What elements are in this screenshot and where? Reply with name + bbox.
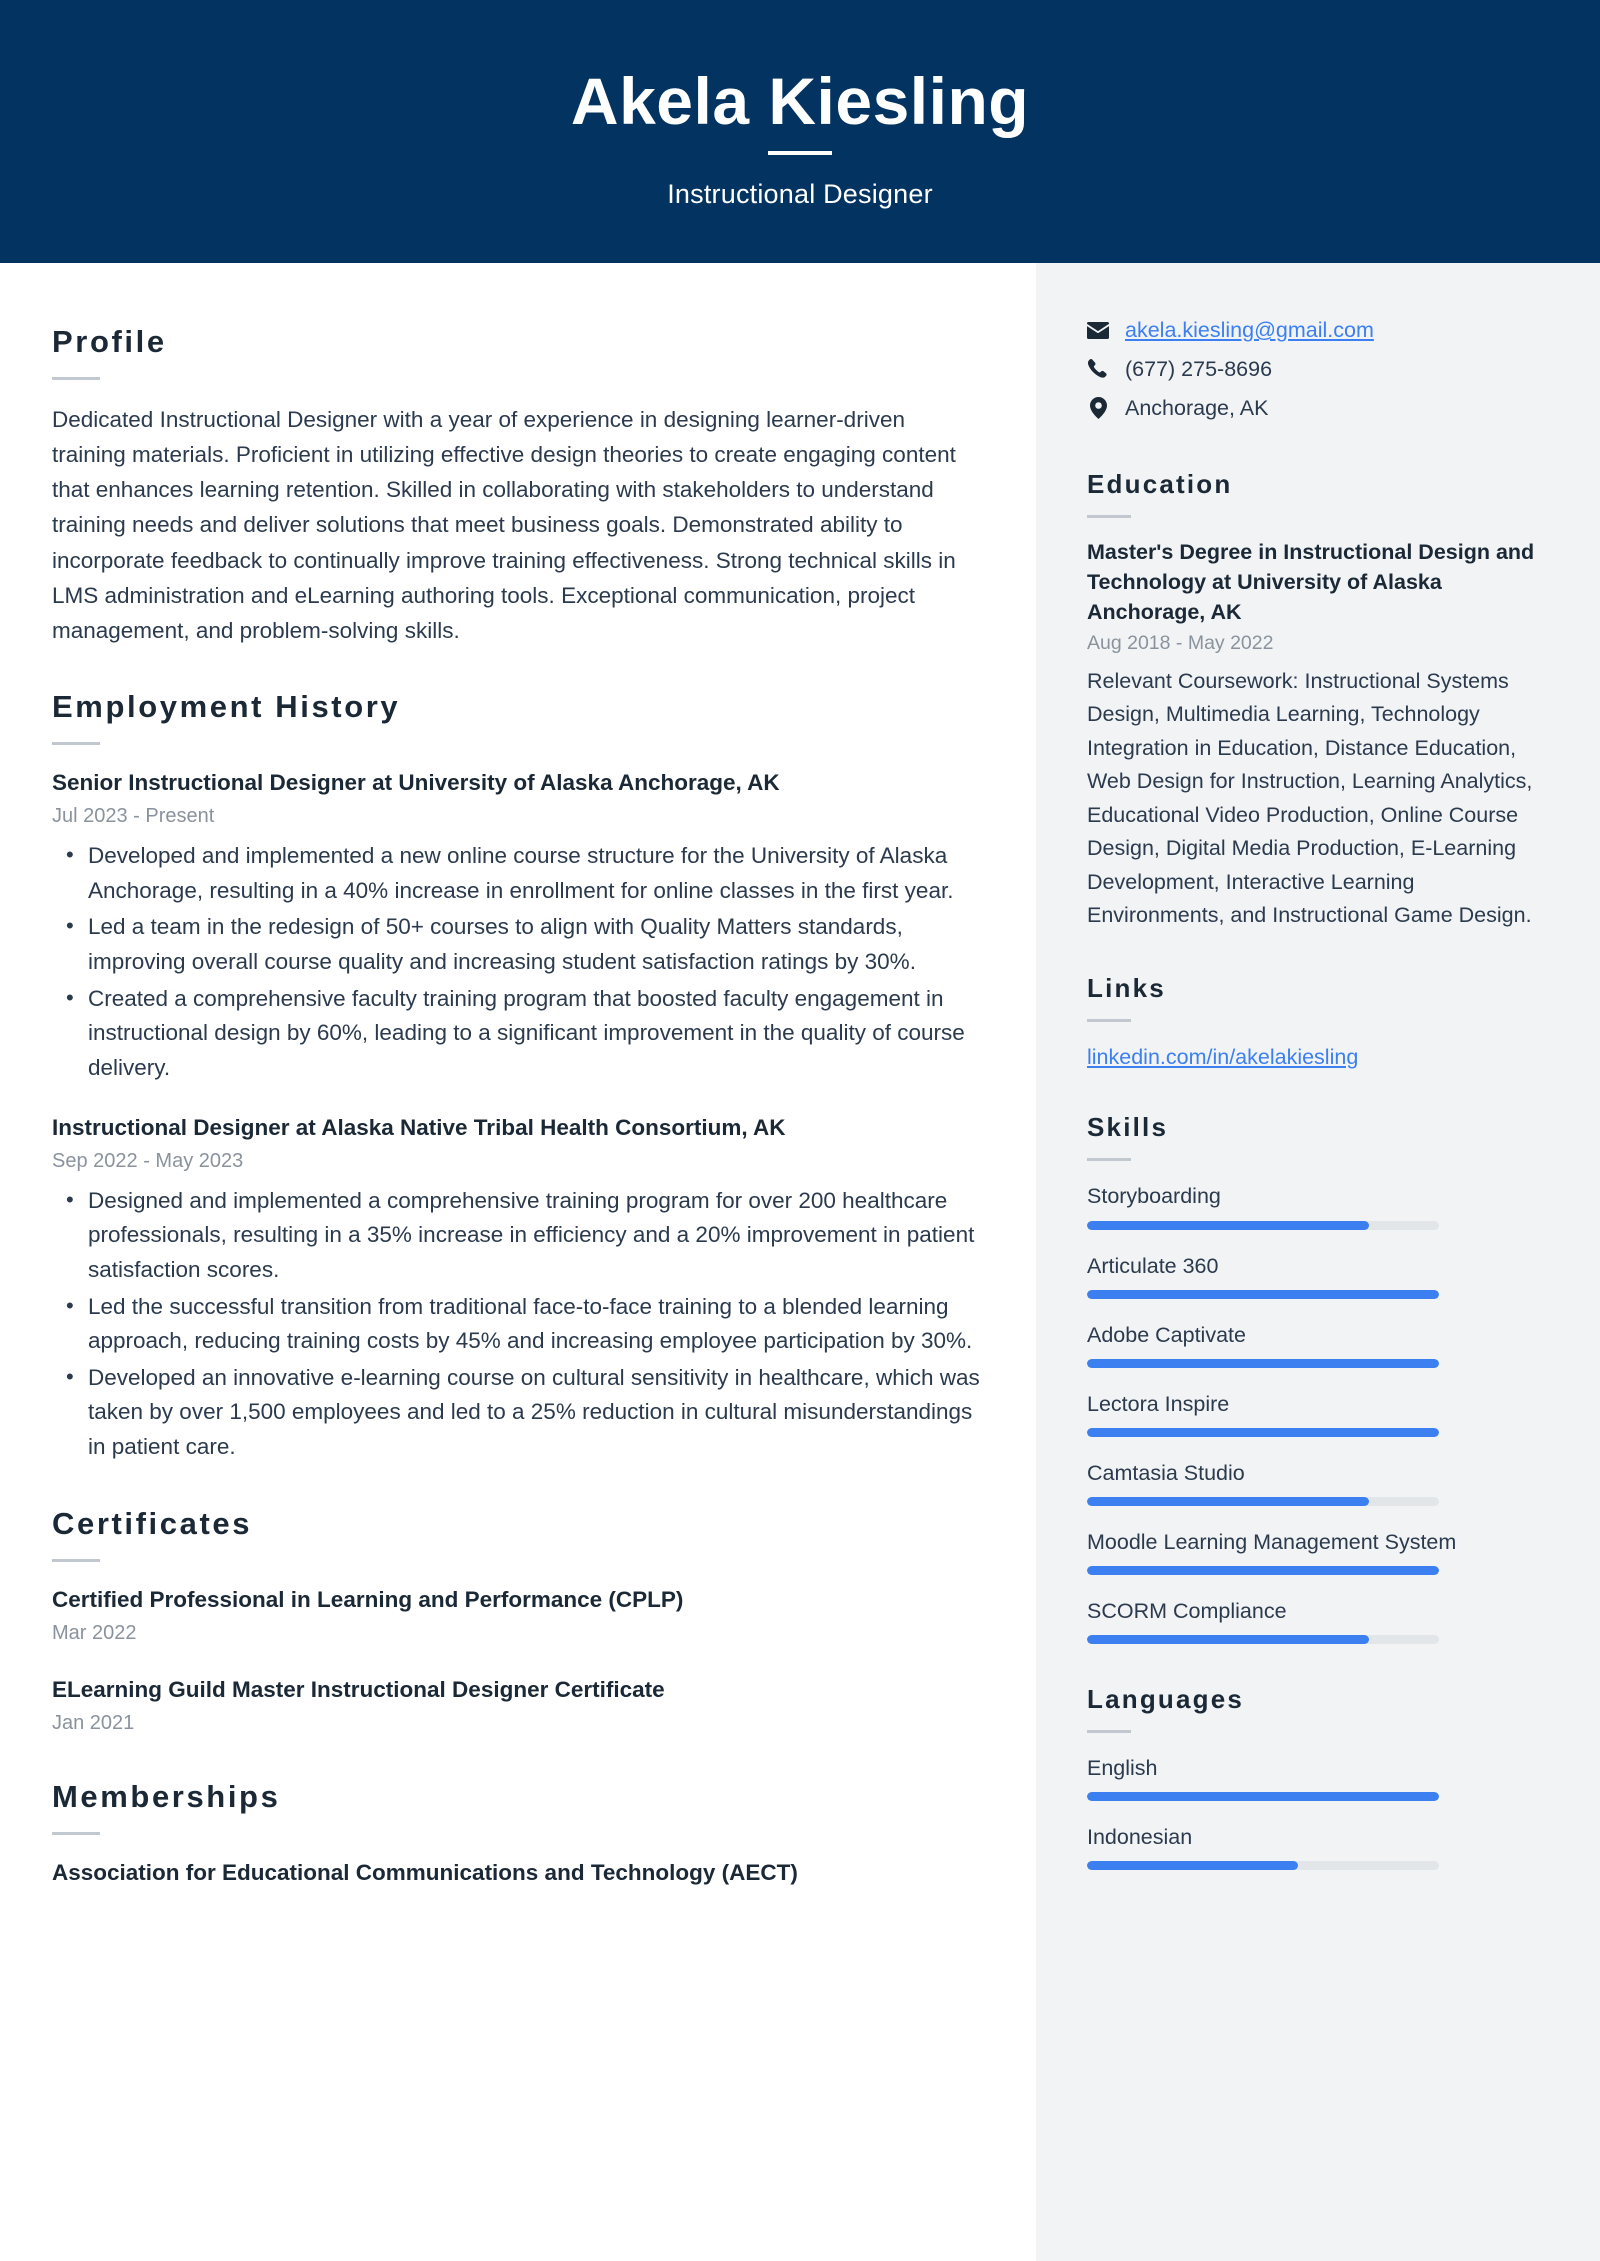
list-item: • Led the successful transition from traditional face-to-face training to a blended learning approach, reducing training costs by 45% and increasing employee participation by 30%. <box>52 1290 982 1359</box>
language-bar-track <box>1087 1861 1439 1870</box>
heading-rule <box>52 1559 100 1562</box>
skill-item <box>1087 1596 1540 1644</box>
language-bar-track <box>1087 1792 1439 1801</box>
employment-entry-title: Instructional Designer at Alaska Native Tribal Health Consortium, AK <box>52 1114 786 1140</box>
skill-label: SCORM Compliance <box>1087 1598 1287 1623</box>
section-profile <box>52 323 982 648</box>
list-item: • Developed an innovative e-learning course on cultural sensitivity in healthcare, which was taken by over 1,500 employees and led to a 25% reduction in cultural misunderstandings in patient care. <box>52 1361 982 1465</box>
envelope-icon <box>1087 322 1109 339</box>
employment-entry-date: Jul 2023 - Present <box>52 805 215 828</box>
skill-item <box>1087 1458 1540 1506</box>
resume-header <box>0 0 1600 263</box>
location-pin-icon <box>1087 397 1109 419</box>
phone-icon <box>1087 359 1109 379</box>
list-item: • Developed and implemented a new online course structure for the University of Alaska Anchorage, resulting in a 40% increase in enrollment for online classes in the first year. <box>52 839 982 908</box>
skill-bar-track <box>1087 1497 1439 1506</box>
skill-bar-track <box>1087 1635 1439 1644</box>
profile-text: Dedicated Instructional Designer with a year of experience in designing learner-driven training materials. Proficient in utilizing effective design theories to create engaging content that enhances learning retention. Skilled in collaborating with stakeholders to understand training needs and deliver solutions that meet business goals. Demonstrated ability to incorporate feedback to continually improve training effectiveness. Strong technical skills in LMS administration and eLearning authoring tools. Exceptional communication, project management, and problem-solving skills. <box>52 407 956 643</box>
heading-rule <box>1087 1730 1131 1733</box>
skill-item <box>1087 1527 1540 1575</box>
contact-row-phone <box>1087 354 1540 384</box>
skill-label: Articulate 360 <box>1087 1253 1219 1278</box>
skill-bar-fill <box>1087 1290 1439 1299</box>
certificate-entry <box>52 1584 982 1648</box>
employment-entry-bullets <box>52 1184 982 1465</box>
skill-label: Storyboarding <box>1087 1184 1221 1209</box>
resume-body <box>0 263 1600 2261</box>
section-skills <box>1087 1112 1540 1644</box>
linkedin-link[interactable]: linkedin.com/in/akelakiesling <box>1087 1045 1359 1070</box>
list-item: • Created a comprehensive faculty training program that boosted faculty engagement in instructional design by 60%, leading to a significant improvement in the quality of course delivery. <box>52 982 982 1086</box>
list-item: • Led a team in the redesign of 50+ courses to align with Quality Matters standards, improving overall course quality and increasing student satisfaction ratings by 30%. <box>52 910 982 979</box>
language-label: Indonesian <box>1087 1825 1193 1850</box>
language-item <box>1087 1822 1540 1870</box>
skill-label: Camtasia Studio <box>1087 1460 1245 1485</box>
skill-label: Adobe Captivate <box>1087 1322 1246 1347</box>
phone-number: (677) 275-8696 <box>1125 357 1273 382</box>
skill-bar-fill <box>1087 1221 1369 1230</box>
heading-rule <box>52 742 100 745</box>
page-title: Akela Kiesling <box>570 63 1030 138</box>
section-heading-memberships: Memberships <box>52 1779 281 1815</box>
heading-rule <box>52 377 100 380</box>
sidebar-column <box>1036 263 1600 2261</box>
section-memberships <box>52 1778 982 1888</box>
language-label: English <box>1087 1756 1158 1781</box>
employment-entry-date: Sep 2022 - May 2023 <box>52 1149 244 1172</box>
section-heading-skills: Skills <box>1087 1112 1169 1143</box>
skill-item <box>1087 1389 1540 1437</box>
membership-entry-title: Association for Educational Communications and Technology (AECT) <box>52 1860 798 1886</box>
heading-rule <box>52 1832 100 1835</box>
header-divider <box>768 151 832 155</box>
section-heading-profile: Profile <box>52 324 167 359</box>
certificate-entry <box>52 1674 982 1738</box>
section-heading-employment-history: Employment History <box>52 688 401 724</box>
skill-bar-track <box>1087 1359 1439 1368</box>
employment-entry <box>52 767 982 1086</box>
education-entry <box>1087 538 1540 932</box>
section-certificates <box>52 1505 982 1738</box>
certificate-entry-date: Mar 2022 <box>52 1621 137 1644</box>
main-column <box>0 263 1036 2261</box>
section-heading-languages: Languages <box>1087 1684 1245 1715</box>
section-education <box>1087 469 1540 933</box>
heading-rule <box>1087 1158 1131 1161</box>
certificate-entry-title: Certified Professional in Learning and Performance (CPLP) <box>52 1586 684 1612</box>
skill-bar-fill <box>1087 1566 1439 1575</box>
employment-entry-bullets <box>52 839 982 1085</box>
employment-entry-title: Senior Instructional Designer at University of Alaska Anchorage, AK <box>52 770 780 796</box>
education-entry-title: Master's Degree in Instructional Design and Technology at University of Alaska Anchorage, AK <box>1087 540 1535 624</box>
skill-bar-fill <box>1087 1497 1369 1506</box>
section-heading-education: Education <box>1087 469 1233 500</box>
skill-label: Lectora Inspire <box>1087 1391 1230 1416</box>
section-heading-links: Links <box>1087 972 1166 1003</box>
language-item <box>1087 1753 1540 1801</box>
skill-bar-fill <box>1087 1635 1369 1644</box>
skill-bar-track <box>1087 1290 1439 1299</box>
skill-item <box>1087 1320 1540 1368</box>
skill-item <box>1087 1181 1540 1229</box>
membership-entry <box>52 1857 982 1888</box>
skill-bar-track <box>1087 1428 1439 1437</box>
email-link[interactable]: akela.kiesling@gmail.com <box>1125 318 1374 342</box>
skill-label: Moodle Learning Management System <box>1087 1529 1457 1554</box>
contact-row-email <box>1087 315 1540 345</box>
language-bar-fill <box>1087 1792 1439 1801</box>
skill-bar-track <box>1087 1221 1439 1230</box>
contact-row-location <box>1087 393 1540 423</box>
section-languages <box>1087 1684 1540 1870</box>
skill-bar-fill <box>1087 1428 1439 1437</box>
location-text: Anchorage, AK <box>1125 396 1269 421</box>
education-entry-date: Aug 2018 - May 2022 <box>1087 632 1274 655</box>
section-links <box>1087 973 1540 1072</box>
language-bar-fill <box>1087 1861 1298 1870</box>
heading-rule <box>1087 1019 1131 1022</box>
list-item: • Designed and implemented a comprehensive training program for over 200 healthcare professionals, resulting in a 35% increase in efficiency and a 20% improvement in patient satisfaction scores. <box>52 1184 982 1288</box>
contact-list <box>1087 315 1540 423</box>
heading-rule <box>1087 515 1131 518</box>
education-entry-description: Relevant Coursework: Instructional Systems Design, Multimedia Learning, Technology Integration in Education, Distance Education, Web Design for Instruction, Learning Analytics, Educational Video Production, Online Course Design, Digital Media Production, E-Learning Development, Interactive Learning Environments, and Instructional Game Design. <box>1087 668 1533 928</box>
skill-item <box>1087 1251 1540 1299</box>
certificate-entry-date: Jan 2021 <box>52 1712 135 1735</box>
employment-entry <box>52 1112 982 1465</box>
certificate-entry-title: ELearning Guild Master Instructional Designer Certificate <box>52 1676 665 1702</box>
skill-bar-track <box>1087 1566 1439 1575</box>
section-heading-certificates: Certificates <box>52 1505 253 1541</box>
candidate-job-title: Instructional Designer <box>667 179 933 210</box>
section-employment-history <box>52 688 982 1465</box>
skill-bar-fill <box>1087 1359 1439 1368</box>
